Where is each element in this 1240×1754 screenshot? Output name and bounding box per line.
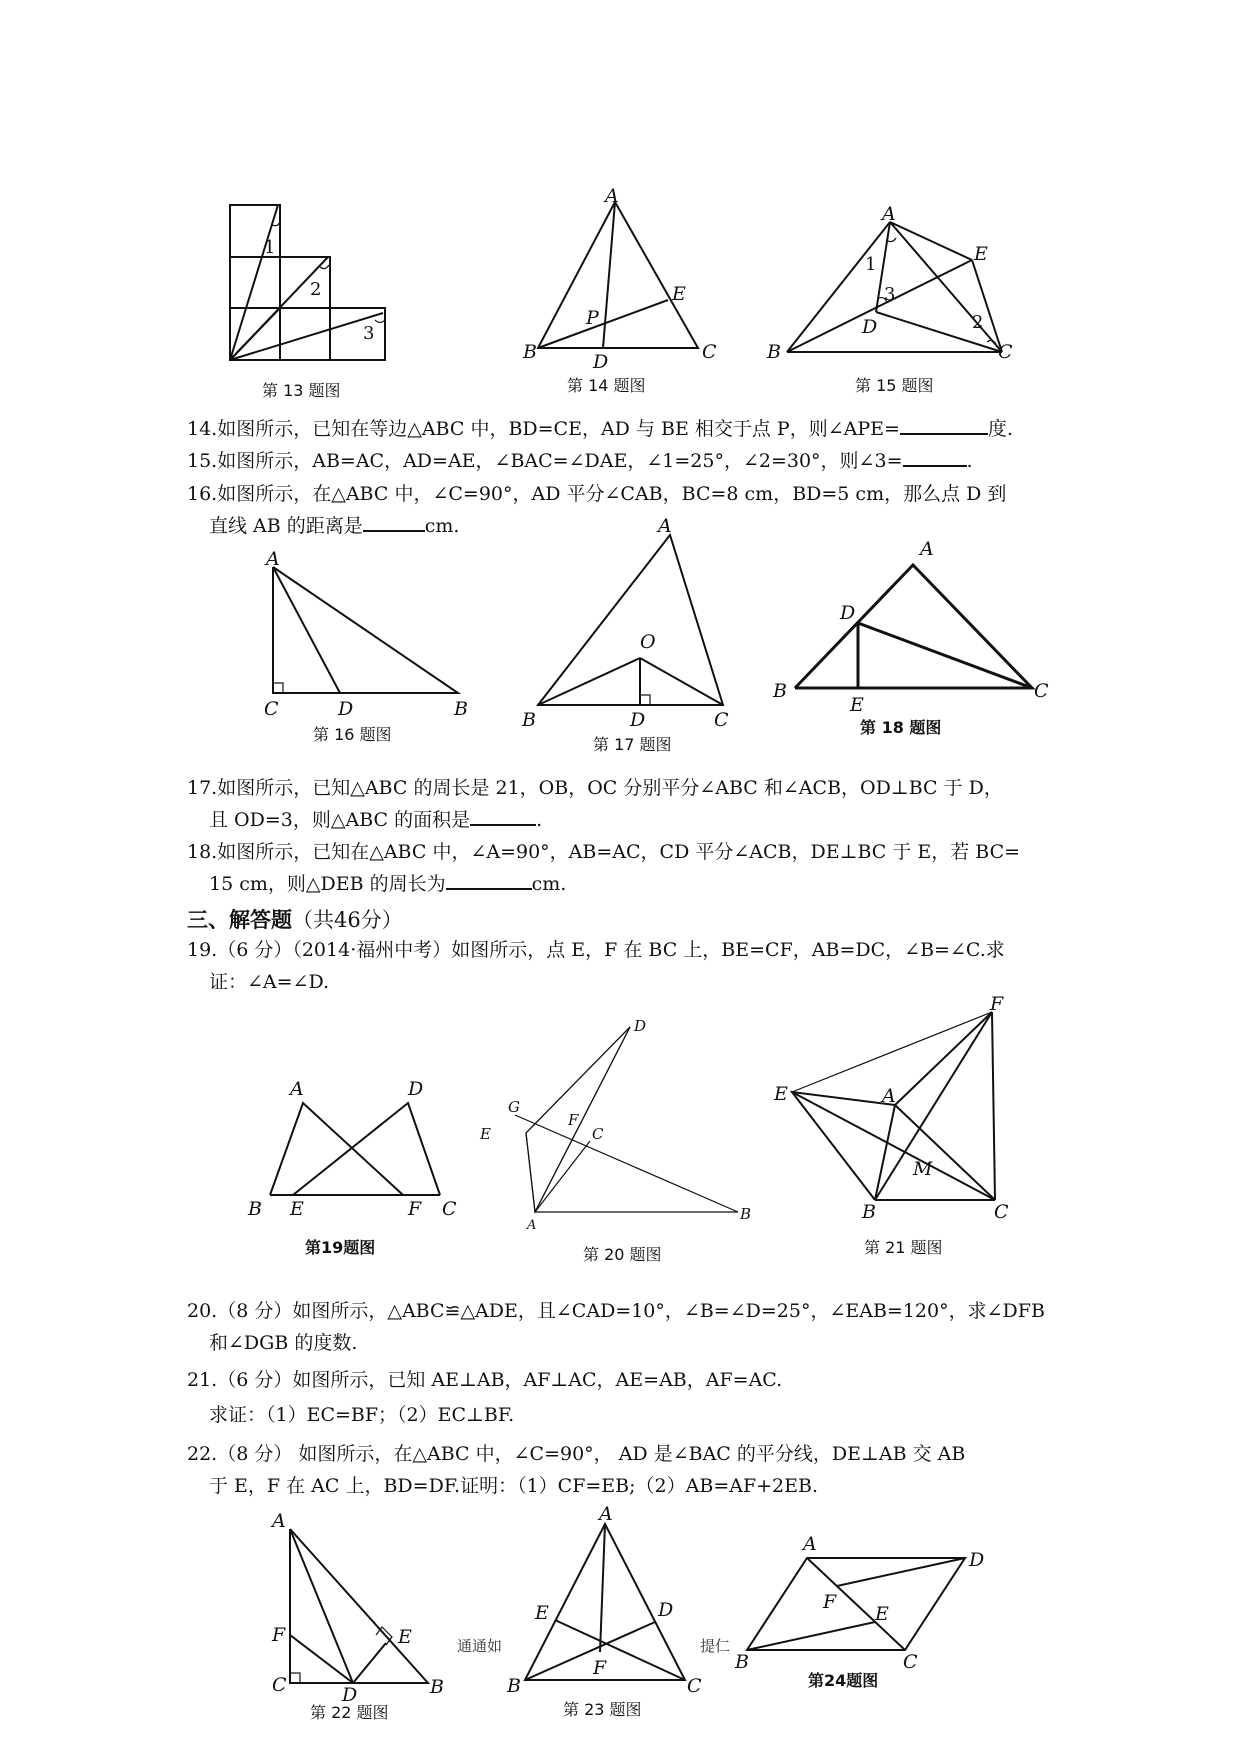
fig21-label-C: C xyxy=(994,1201,1009,1223)
q16-answer-blank[interactable] xyxy=(363,510,425,532)
caption-fig16: 第 16 题图 xyxy=(313,725,392,744)
q17-line2: 且 OD=3，则△ABC 的面积是 xyxy=(209,809,471,831)
question-20 xyxy=(187,1295,1060,1359)
q17-answer-blank[interactable] xyxy=(470,804,536,826)
figure-15 xyxy=(762,200,1022,370)
fig14-label-P: P xyxy=(586,307,599,329)
fig24-label-E: E xyxy=(875,1603,889,1625)
question-17 xyxy=(187,772,1060,836)
caption-fig24: 第24题图 xyxy=(808,1671,879,1690)
figure-14 xyxy=(520,185,720,373)
q18-line1: 18.如图所示，已知在△ABC 中，∠A=90°，AB=AC，CD 平分∠ACB，DE⊥BC 于 E，若 BC= xyxy=(187,841,1021,863)
figure-18 xyxy=(770,538,1060,716)
fig22-label-F: F xyxy=(272,1624,286,1646)
fig20-label-F: F xyxy=(568,1111,579,1129)
caption-fig13: 第 13 题图 xyxy=(262,381,341,400)
q17-line1: 17.如图所示，已知△ABC 的周长是 21，OB，OC 分别平分∠ABC 和∠ACB，OD⊥BC 于 D， xyxy=(187,777,1003,799)
q16-line1: 16.如图所示，在△ABC 中，∠C=90°，AD 平分∠CAB，BC=8 cm，BD=5 cm，那么点 D 到 xyxy=(187,483,1007,505)
caption-fig14: 第 14 题图 xyxy=(567,376,646,395)
fig23-label-A: A xyxy=(599,1503,613,1525)
fig15-label-E: E xyxy=(974,243,988,265)
section-3-score: （共46分） xyxy=(292,908,403,932)
q21-line2: 求证：（1）EC=BF；（2）EC⊥BF. xyxy=(209,1404,515,1426)
fig22-label-B: B xyxy=(430,1676,444,1698)
q16-line2: 直线 AB 的距离是 xyxy=(209,515,363,537)
fig14-label-E: E xyxy=(672,283,686,305)
fig19-label-B: B xyxy=(248,1198,262,1220)
fig18-label-E: E xyxy=(850,694,864,716)
fig19-label-A: A xyxy=(290,1078,304,1100)
q14-suffix: 度. xyxy=(987,418,1013,440)
fig23-label-F: F xyxy=(593,1657,607,1679)
fig21-label-E: E xyxy=(774,1083,788,1105)
fig17-label-A: A xyxy=(658,515,672,537)
fig15-label-3: 3 xyxy=(884,284,896,305)
fig17-label-B: B xyxy=(522,709,536,731)
fig18-label-D: D xyxy=(840,602,856,624)
fig23-label-E: E xyxy=(535,1602,549,1624)
caption-fig21: 第 21 题图 xyxy=(864,1238,943,1257)
fig23-label-D: D xyxy=(658,1599,674,1621)
fig13-label-3: 3 xyxy=(363,323,375,344)
question-14 xyxy=(187,413,1060,445)
section-3-heading xyxy=(187,904,403,934)
fig21-label-F: F xyxy=(990,993,1004,1015)
caption-fig18: 第 18 题图 xyxy=(860,718,942,737)
fig20-label-B: B xyxy=(740,1205,752,1223)
question-21 xyxy=(187,1364,1060,1431)
fig14-label-B: B xyxy=(523,341,537,363)
fig22-label-E: E xyxy=(398,1626,412,1648)
fig24-label-C: C xyxy=(903,1651,918,1673)
fig24-label-A: A xyxy=(803,1533,817,1555)
q15-answer-blank[interactable] xyxy=(903,445,967,467)
caption-fig19: 第19题图 xyxy=(305,1238,376,1257)
fig24-label-F: F xyxy=(823,1591,837,1613)
fig14-label-A: A xyxy=(605,185,619,207)
q20-line1: 20.（8 分）如图所示，△ABC≌△ADE，且∠CAD=10°，∠B=∠D=25°，∠EAB=120°，求∠DFB xyxy=(187,1300,1045,1322)
fig17-label-O: O xyxy=(640,631,656,653)
q20-line2: 和∠DGB 的度数. xyxy=(209,1332,358,1354)
figure-19 xyxy=(248,1075,468,1220)
question-22 xyxy=(187,1438,1060,1502)
fig18-label-C: C xyxy=(1034,680,1049,702)
fig20-label-C: C xyxy=(592,1125,604,1143)
fig18-label-A: A xyxy=(920,538,934,560)
caption-fig17: 第 17 题图 xyxy=(593,735,672,754)
fig20-label-D: D xyxy=(634,1017,647,1035)
caption-fig22: 第 22 题图 xyxy=(310,1703,389,1722)
fig15-label-D: D xyxy=(862,316,878,338)
fig20-label-A: A xyxy=(527,1218,537,1233)
fig15-label-A: A xyxy=(882,203,896,225)
fig19-label-D: D xyxy=(408,1078,424,1100)
fig22-label-A: A xyxy=(272,1510,286,1532)
section-3-title: 三、解答题 xyxy=(187,907,292,932)
fig17-label-D: D xyxy=(630,709,646,731)
fig15-label-1: 1 xyxy=(865,254,877,275)
q18-answer-blank[interactable] xyxy=(446,868,532,890)
question-18 xyxy=(187,836,1060,900)
figure-22 xyxy=(268,1510,453,1706)
q22-line2: 于 E，F 在 AC 上，BD=DF.证明：（1）CF=EB;（2）AB=AF+2EB. xyxy=(209,1475,819,1497)
fig20-label-E: E xyxy=(480,1125,491,1143)
fig13-label-1: 1 xyxy=(264,237,276,258)
q15-suffix: . xyxy=(966,450,973,472)
fig24-label-B: B xyxy=(735,1651,749,1673)
q19-line2: 证：∠A=∠D. xyxy=(209,971,330,993)
fig18-label-B: B xyxy=(773,680,787,702)
fig15-label-B: B xyxy=(767,341,781,363)
caption-fig23: 第 23 题图 xyxy=(563,1700,642,1719)
fig21-label-B: B xyxy=(862,1201,876,1223)
fig21-label-A: A xyxy=(882,1085,896,1107)
watermark-right: 提仁 xyxy=(700,1637,731,1655)
fig20-label-G: G xyxy=(508,1098,520,1116)
question-15 xyxy=(187,445,1060,477)
q19-line1: 19.（6 分）（2014·福州中考）如图所示，点 E，F 在 BC 上，BE=CF，AB=DC，∠B=∠C.求 xyxy=(187,939,1005,961)
fig19-label-C: C xyxy=(442,1198,457,1220)
fig19-label-F: F xyxy=(408,1198,422,1220)
fig22-label-C: C xyxy=(272,1674,287,1696)
q15-text: 15.如图所示，AB=AC，AD=AE，∠BAC=∠DAE，∠1=25°，∠2=30°，则∠3= xyxy=(187,450,903,472)
fig13-label-2: 2 xyxy=(310,279,322,300)
fig23-label-B: B xyxy=(507,1675,521,1697)
figure-13 xyxy=(220,195,400,365)
fig24-label-D: D xyxy=(969,1549,985,1571)
question-19 xyxy=(187,934,1060,998)
fig19-label-E: E xyxy=(290,1198,304,1220)
watermark-left: 通通如 xyxy=(457,1637,503,1655)
fig22-label-D: D xyxy=(342,1684,358,1706)
figure-16 xyxy=(258,548,478,720)
figure-23 xyxy=(505,1503,705,1697)
fig14-label-D: D xyxy=(593,351,609,373)
fig21-label-M: M xyxy=(913,1158,933,1180)
fig23-label-C: C xyxy=(687,1675,702,1697)
fig16-label-C: C xyxy=(264,698,279,720)
caption-fig20: 第 20 题图 xyxy=(583,1245,662,1264)
q17-suffix: . xyxy=(536,809,543,831)
figure-21 xyxy=(774,993,1030,1223)
q21-line1: 21.（6 分）如图所示，已知 AE⊥AB，AF⊥AC，AE=AB，AF=AC. xyxy=(187,1369,783,1391)
fig16-label-B: B xyxy=(454,698,468,720)
fig16-label-A: A xyxy=(266,548,280,570)
q16-suffix: cm. xyxy=(424,515,460,537)
q22-line1: 22.（8 分） 如图所示，在△ABC 中，∠C=90°， AD 是∠BAC 的平分线，DE⊥AB 交 AB xyxy=(187,1443,966,1465)
figure-20 xyxy=(478,1015,768,1233)
caption-fig15: 第 15 题图 xyxy=(855,376,934,395)
figure-24 xyxy=(735,1533,1005,1673)
q18-line2: 15 cm，则△DEB 的周长为 xyxy=(209,873,446,895)
fig15-label-2: 2 xyxy=(972,312,984,333)
fig16-label-D: D xyxy=(338,698,354,720)
fig15-label-C: C xyxy=(998,341,1013,363)
q14-answer-blank[interactable] xyxy=(900,413,988,435)
fig17-label-C: C xyxy=(714,709,729,731)
fig14-label-C: C xyxy=(702,341,717,363)
q14-text: 14.如图所示，已知在等边△ABC 中，BD=CE，AD 与 BE 相交于点 P，则∠APE= xyxy=(187,418,900,440)
q18-suffix: cm. xyxy=(531,873,567,895)
figure-17 xyxy=(518,515,738,735)
